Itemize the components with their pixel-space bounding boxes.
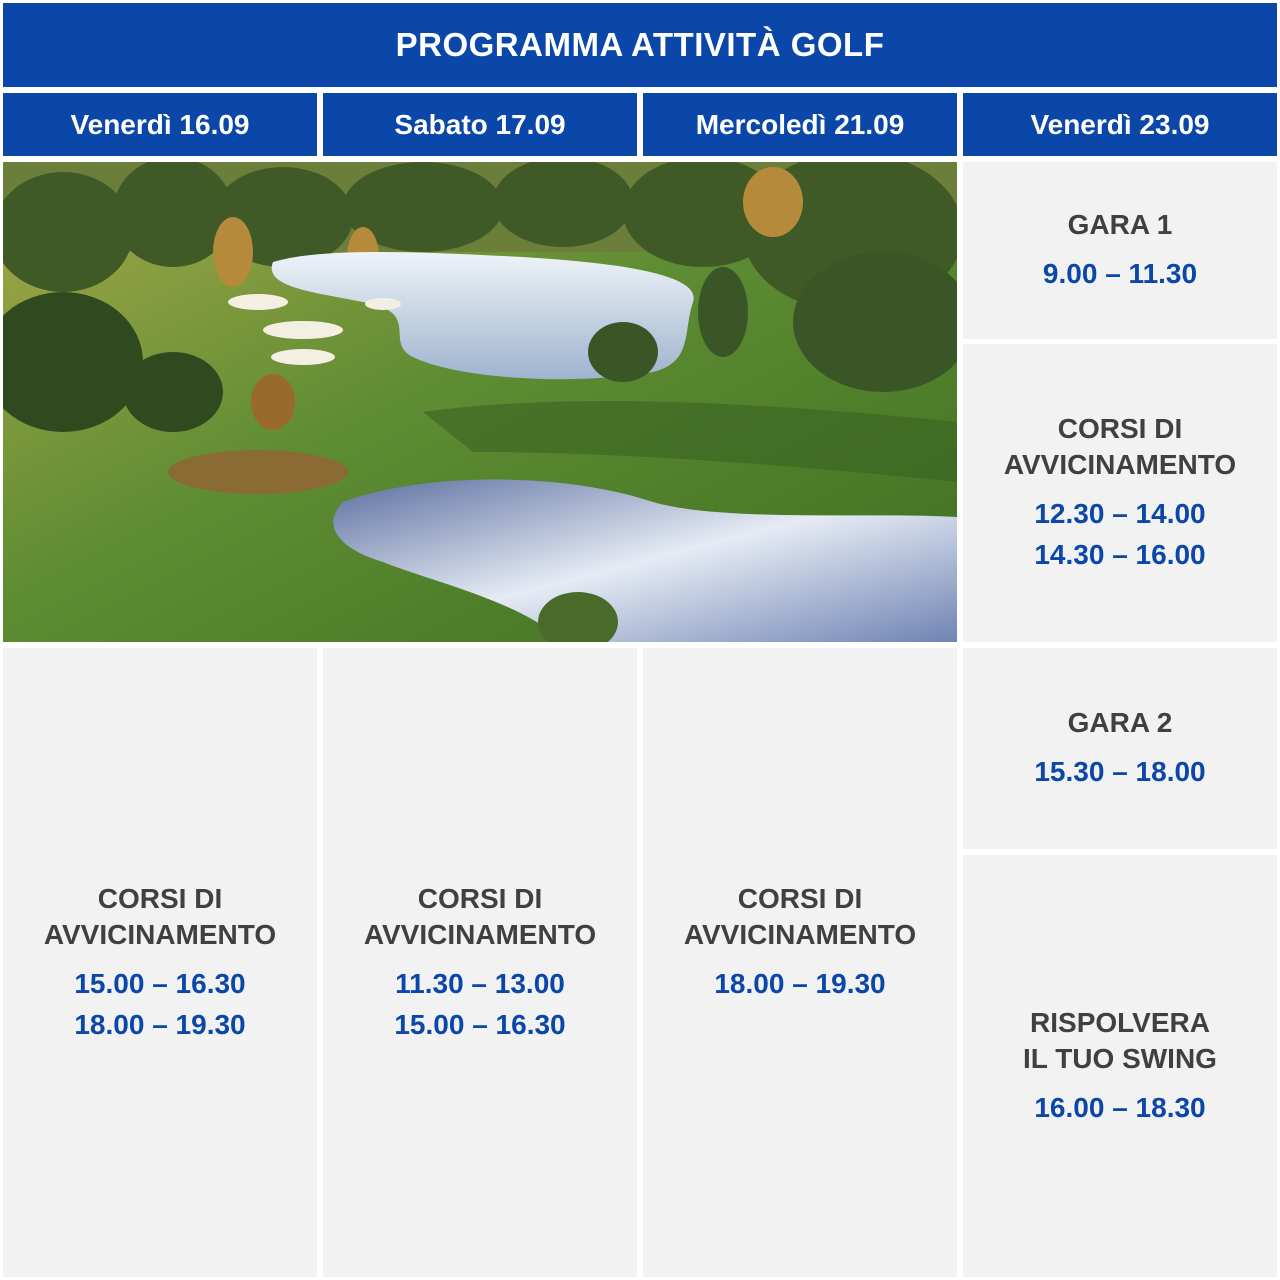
corsi-name-line1: CORSI DI [417,882,543,914]
gara2-time: 15.30 – 18.00 [1034,756,1206,787]
gara2-cell [963,648,1277,849]
day-header-4: Venerdì 23.09 [963,93,1277,156]
corsi-name-line1: CORSI DI [737,882,863,914]
corsi-time-1: 15.00 – 16.30 [74,967,246,999]
corsi-name-line2: AVVICINAMENTO [683,918,917,950]
corsi-cell-saturday-17 [323,648,637,1277]
rispolvera-name-line2: IL TUO SWING [1023,1042,1217,1074]
corsi-time-2: 18.00 – 19.30 [74,1008,246,1040]
corsi-time-2: 14.30 – 16.00 [1034,539,1206,570]
corsi-name-line1: CORSI DI [1057,413,1183,444]
corsi-name-line2: AVVICINAMENTO [1003,449,1237,480]
day-header-3: Mercoledì 21.09 [643,93,957,156]
golf-course-image [3,162,957,642]
page-title: PROGRAMMA ATTIVITÀ GOLF [3,3,1277,87]
gara1-cell [963,162,1277,339]
corsi-name-line2: AVVICINAMENTO [363,918,597,950]
gara1-name: GARA 1 [1067,209,1173,240]
corsi-cell-friday-16 [3,648,317,1277]
rispolvera-time: 16.00 – 18.30 [1034,1091,1206,1123]
corsi-time-1: 18.00 – 19.30 [714,967,886,999]
corsi-name-line1: CORSI DI [97,882,223,914]
day-header-2: Sabato 17.09 [323,93,637,156]
rispolvera-name-line1: RISPOLVERA [1030,1006,1210,1038]
corsi-time-1: 11.30 – 13.00 [395,967,565,999]
corsi-cell-wednesday-21 [643,648,957,1277]
corsi-time-2: 15.00 – 16.30 [394,1008,566,1040]
gara2-name: GARA 2 [1067,707,1173,738]
corsi-name-line2: AVVICINAMENTO [43,918,277,950]
gara1-time: 9.00 – 11.30 [1042,258,1198,289]
corsi-time-1: 12.30 – 14.00 [1034,498,1206,529]
corsi-cell-friday-23 [963,344,1277,642]
rispolvera-cell [963,855,1277,1277]
day-header-1: Venerdì 16.09 [3,93,317,156]
